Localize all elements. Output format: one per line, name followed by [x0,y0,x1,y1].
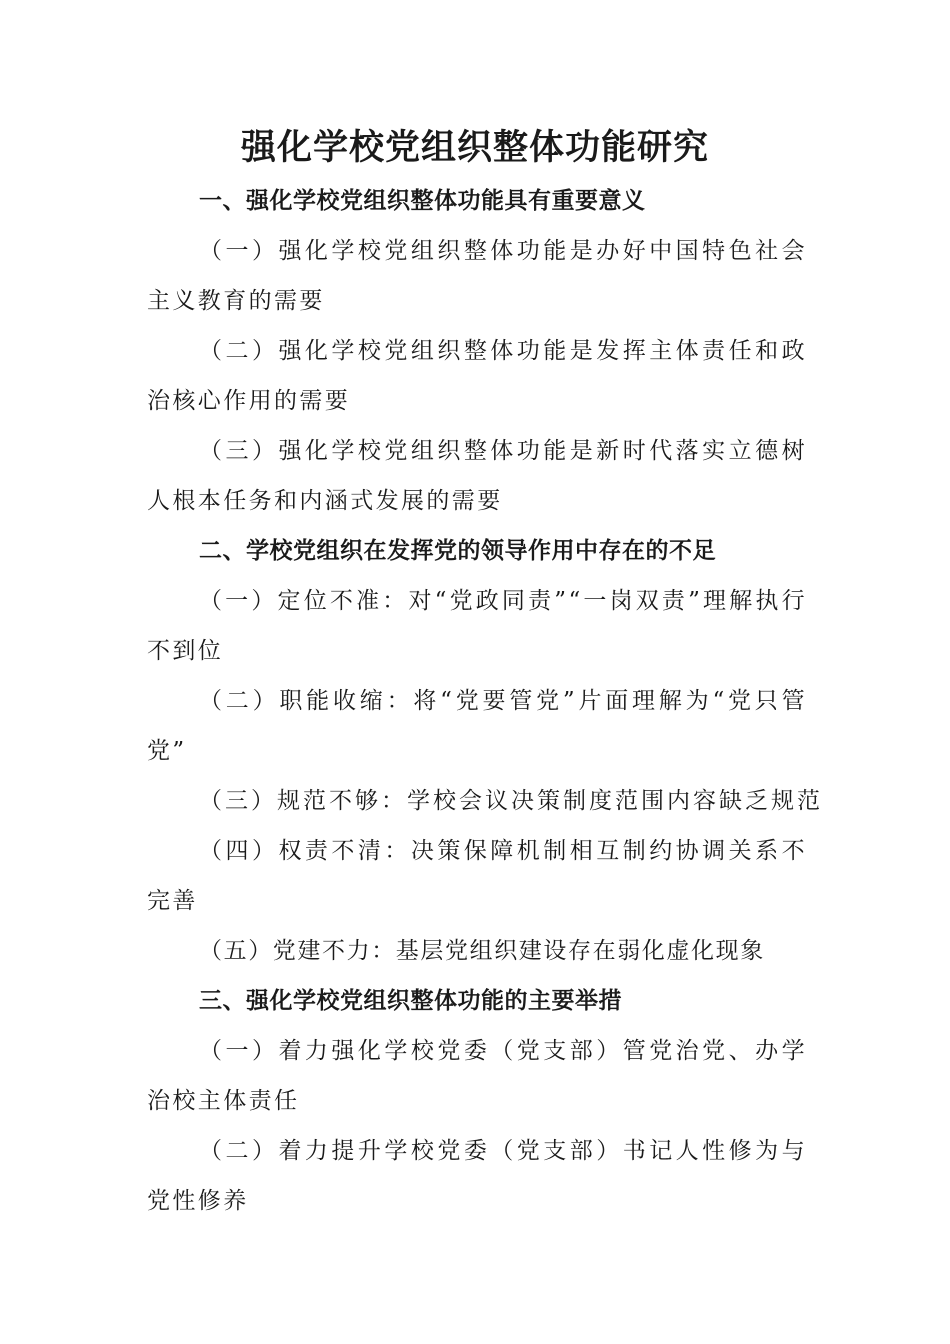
section-heading: 一、强化学校党组织整体功能具有重要意义 [199,188,646,214]
section-2 [147,526,823,976]
paragraph: （三）强化学校党组织整体功能是新时代落实立德树人根本任务和内涵式发展的需要 [147,438,807,514]
document-body [147,176,823,1226]
section-heading: 二、学校党组织在发挥党的领导作用中存在的不足 [199,538,716,564]
paragraph: （一）着力强化学校党委（党支部）管党治党、办学治校主体责任 [147,1038,807,1114]
paragraph: （二）着力提升学校党委（党支部）书记人性修为与党性修养 [147,1138,807,1214]
section-1 [147,176,807,526]
document-title: 强化学校党组织整体功能研究 [240,127,709,168]
paragraph: （一）定位不准：对“党政同责”“一岗双责”理解执行不到位 [147,588,807,664]
section-heading: 三、强化学校党组织整体功能的主要举措 [199,988,622,1014]
section-3 [147,976,807,1226]
paragraph: （二）职能收缩：将“党要管党”片面理解为“党只管党” [147,688,807,764]
paragraph: （四）权责不清：决策保障机制相互制约协调关系不完善 [147,838,807,914]
paragraph: （三）规范不够：学校会议决策制度范围内容缺乏规范 [199,788,823,814]
paragraph: （二）强化学校党组织整体功能是发挥主体责任和政治核心作用的需要 [147,338,807,414]
paragraph: （五）党建不力：基层党组织建设存在弱化虚化现象 [199,938,765,964]
paragraph: （一）强化学校党组织整体功能是办好中国特色社会主义教育的需要 [147,238,807,314]
